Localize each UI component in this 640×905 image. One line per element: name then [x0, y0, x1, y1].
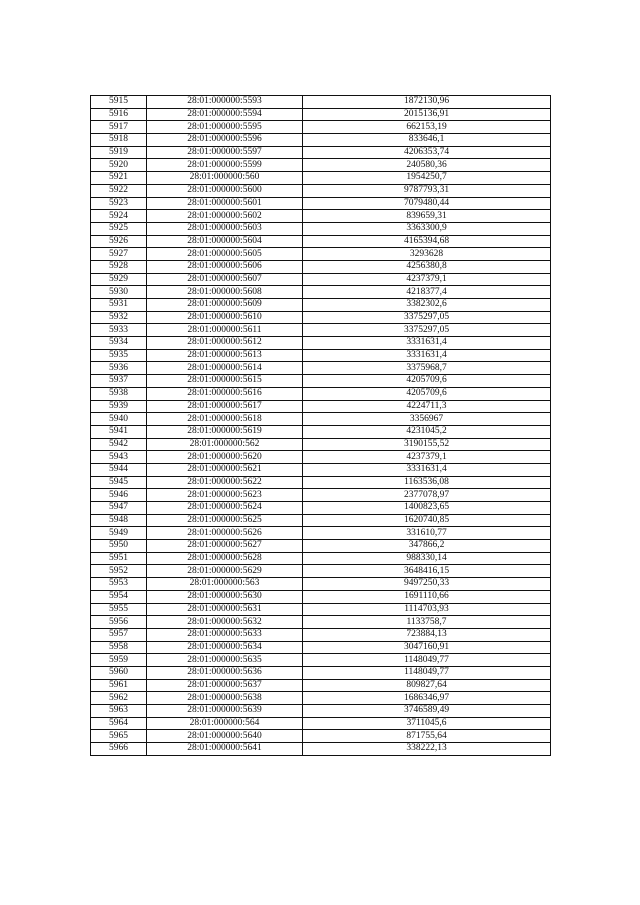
table-row [91, 248, 551, 261]
table-row [91, 603, 551, 616]
cadastral-number-cell: 28:01:000000:5602 [147, 210, 303, 223]
table-row [91, 159, 551, 172]
cadastral-value-cell: 988330,14 [303, 552, 551, 565]
row-number-cell: 5948 [91, 514, 147, 527]
table-row [91, 425, 551, 438]
cadastral-number-cell: 28:01:000000:5595 [147, 121, 303, 134]
row-number-cell: 5923 [91, 197, 147, 210]
cadastral-value-table [90, 95, 551, 756]
cadastral-number-cell: 28:01:000000:562 [147, 438, 303, 451]
row-number-cell: 5929 [91, 273, 147, 286]
cadastral-value-cell: 4256380,8 [303, 260, 551, 273]
cadastral-value-cell: 3356967 [303, 413, 551, 426]
cadastral-number-cell: 28:01:000000:5632 [147, 616, 303, 629]
cadastral-number-cell: 28:01:000000:5613 [147, 349, 303, 362]
cadastral-number-cell: 28:01:000000:5636 [147, 666, 303, 679]
table-row [91, 476, 551, 489]
row-number-cell: 5922 [91, 184, 147, 197]
row-number-cell: 5962 [91, 692, 147, 705]
row-number-cell: 5915 [91, 96, 147, 109]
table-row [91, 311, 551, 324]
cadastral-value-cell: 1686346,97 [303, 692, 551, 705]
table-row [91, 324, 551, 337]
row-number-cell: 5946 [91, 489, 147, 502]
cadastral-number-cell: 28:01:000000:5601 [147, 197, 303, 210]
cadastral-value-cell: 1163536,08 [303, 476, 551, 489]
cadastral-number-cell: 28:01:000000:5603 [147, 222, 303, 235]
table-row [91, 578, 551, 591]
cadastral-value-cell: 1954250,7 [303, 172, 551, 185]
cadastral-number-cell: 28:01:000000:5630 [147, 590, 303, 603]
cadastral-value-cell: 4237379,1 [303, 273, 551, 286]
cadastral-number-cell: 28:01:000000:5608 [147, 286, 303, 299]
cadastral-number-cell: 28:01:000000:5604 [147, 235, 303, 248]
cadastral-value-cell: 3331631,4 [303, 337, 551, 350]
cadastral-number-cell: 28:01:000000:5633 [147, 628, 303, 641]
row-number-cell: 5930 [91, 286, 147, 299]
row-number-cell: 5924 [91, 210, 147, 223]
table-row [91, 679, 551, 692]
table-row [91, 730, 551, 743]
cadastral-value-cell: 4205709,6 [303, 375, 551, 388]
cadastral-value-cell: 3047160,91 [303, 641, 551, 654]
table-row [91, 108, 551, 121]
row-number-cell: 5925 [91, 222, 147, 235]
cadastral-value-cell: 3363300,9 [303, 222, 551, 235]
cadastral-number-cell: 28:01:000000:5635 [147, 654, 303, 667]
cadastral-value-cell: 3711045,6 [303, 717, 551, 730]
row-number-cell: 5951 [91, 552, 147, 565]
cadastral-value-cell: 1620740,85 [303, 514, 551, 527]
row-number-cell: 5964 [91, 717, 147, 730]
table-row [91, 172, 551, 185]
row-number-cell: 5927 [91, 248, 147, 261]
cadastral-number-cell: 28:01:000000:5640 [147, 730, 303, 743]
cadastral-number-cell: 28:01:000000:5596 [147, 134, 303, 147]
cadastral-value-cell: 331610,77 [303, 527, 551, 540]
table-row [91, 705, 551, 718]
cadastral-number-cell: 28:01:000000:5627 [147, 540, 303, 553]
table-row [91, 502, 551, 515]
cadastral-number-cell: 28:01:000000:5628 [147, 552, 303, 565]
row-number-cell: 5960 [91, 666, 147, 679]
row-number-cell: 5936 [91, 362, 147, 375]
row-number-cell: 5957 [91, 628, 147, 641]
cadastral-value-cell: 1400823,65 [303, 502, 551, 515]
cadastral-value-cell: 1691110,66 [303, 590, 551, 603]
row-number-cell: 5934 [91, 337, 147, 350]
table-row [91, 362, 551, 375]
cadastral-value-cell: 2015136,91 [303, 108, 551, 121]
cadastral-value-cell: 1114703,93 [303, 603, 551, 616]
table-row [91, 222, 551, 235]
table-row [91, 400, 551, 413]
cadastral-number-cell: 28:01:000000:5600 [147, 184, 303, 197]
row-number-cell: 5940 [91, 413, 147, 426]
cadastral-value-cell: 723884,13 [303, 628, 551, 641]
cadastral-value-cell: 839659,31 [303, 210, 551, 223]
cadastral-number-cell: 28:01:000000:5593 [147, 96, 303, 109]
cadastral-value-cell: 3375297,05 [303, 324, 551, 337]
cadastral-number-cell: 28:01:000000:560 [147, 172, 303, 185]
row-number-cell: 5943 [91, 451, 147, 464]
cadastral-value-cell: 347866,2 [303, 540, 551, 553]
table-row [91, 540, 551, 553]
row-number-cell: 5953 [91, 578, 147, 591]
table-body [91, 96, 551, 756]
table-row [91, 616, 551, 629]
cadastral-value-cell: 1133758,7 [303, 616, 551, 629]
cadastral-number-cell: 28:01:000000:5637 [147, 679, 303, 692]
cadastral-number-cell: 28:01:000000:5619 [147, 425, 303, 438]
cadastral-value-cell: 9787793,31 [303, 184, 551, 197]
table-row [91, 337, 551, 350]
cadastral-number-cell: 28:01:000000:5617 [147, 400, 303, 413]
table-row [91, 260, 551, 273]
row-number-cell: 5935 [91, 349, 147, 362]
cadastral-number-cell: 28:01:000000:5606 [147, 260, 303, 273]
table-row [91, 387, 551, 400]
cadastral-value-cell: 3331631,4 [303, 463, 551, 476]
cadastral-number-cell: 28:01:000000:5607 [147, 273, 303, 286]
cadastral-number-cell: 28:01:000000:5609 [147, 299, 303, 312]
cadastral-value-cell: 4205709,6 [303, 387, 551, 400]
table-row [91, 590, 551, 603]
cadastral-number-cell: 28:01:000000:5639 [147, 705, 303, 718]
row-number-cell: 5937 [91, 375, 147, 388]
row-number-cell: 5916 [91, 108, 147, 121]
row-number-cell: 5938 [91, 387, 147, 400]
table-row [91, 273, 551, 286]
table-row [91, 286, 551, 299]
row-number-cell: 5942 [91, 438, 147, 451]
table-row [91, 375, 551, 388]
cadastral-number-cell: 28:01:000000:5597 [147, 146, 303, 159]
cadastral-value-cell: 3648416,15 [303, 565, 551, 578]
row-number-cell: 5931 [91, 299, 147, 312]
cadastral-number-cell: 28:01:000000:564 [147, 717, 303, 730]
cadastral-value-cell: 3190155,52 [303, 438, 551, 451]
row-number-cell: 5921 [91, 172, 147, 185]
row-number-cell: 5956 [91, 616, 147, 629]
table-row [91, 210, 551, 223]
row-number-cell: 5928 [91, 260, 147, 273]
row-number-cell: 5965 [91, 730, 147, 743]
cadastral-value-cell: 2377078,97 [303, 489, 551, 502]
cadastral-number-cell: 28:01:000000:5631 [147, 603, 303, 616]
row-number-cell: 5950 [91, 540, 147, 553]
cadastral-number-cell: 28:01:000000:5614 [147, 362, 303, 375]
table-row [91, 514, 551, 527]
table-row [91, 489, 551, 502]
row-number-cell: 5954 [91, 590, 147, 603]
cadastral-value-cell: 4224711,3 [303, 400, 551, 413]
cadastral-value-cell: 1148049,77 [303, 654, 551, 667]
table-row [91, 565, 551, 578]
cadastral-number-cell: 28:01:000000:5624 [147, 502, 303, 515]
cadastral-number-cell: 28:01:000000:5641 [147, 743, 303, 756]
table-row [91, 413, 551, 426]
row-number-cell: 5966 [91, 743, 147, 756]
table-row [91, 96, 551, 109]
cadastral-value-cell: 9497250,33 [303, 578, 551, 591]
table-row [91, 463, 551, 476]
cadastral-value-cell: 833646,1 [303, 134, 551, 147]
table-row [91, 197, 551, 210]
cadastral-number-cell: 28:01:000000:5634 [147, 641, 303, 654]
table-row [91, 692, 551, 705]
cadastral-number-cell: 28:01:000000:5594 [147, 108, 303, 121]
cadastral-value-cell: 1872130,96 [303, 96, 551, 109]
row-number-cell: 5917 [91, 121, 147, 134]
cadastral-value-cell: 4218377,4 [303, 286, 551, 299]
table-row [91, 349, 551, 362]
cadastral-number-cell: 28:01:000000:5620 [147, 451, 303, 464]
row-number-cell: 5918 [91, 134, 147, 147]
cadastral-value-cell: 3293628 [303, 248, 551, 261]
cadastral-number-cell: 28:01:000000:5623 [147, 489, 303, 502]
cadastral-number-cell: 28:01:000000:5622 [147, 476, 303, 489]
table-row [91, 527, 551, 540]
table-row [91, 235, 551, 248]
cadastral-number-cell: 28:01:000000:5626 [147, 527, 303, 540]
table-row [91, 184, 551, 197]
row-number-cell: 5945 [91, 476, 147, 489]
cadastral-number-cell: 28:01:000000:5625 [147, 514, 303, 527]
cadastral-value-cell: 3746589,49 [303, 705, 551, 718]
cadastral-number-cell: 28:01:000000:5615 [147, 375, 303, 388]
row-number-cell: 5941 [91, 425, 147, 438]
cadastral-number-cell: 28:01:000000:5618 [147, 413, 303, 426]
cadastral-value-cell: 809827,64 [303, 679, 551, 692]
row-number-cell: 5949 [91, 527, 147, 540]
table-row [91, 146, 551, 159]
cadastral-number-cell: 28:01:000000:5599 [147, 159, 303, 172]
cadastral-value-cell: 7079480,44 [303, 197, 551, 210]
row-number-cell: 5932 [91, 311, 147, 324]
cadastral-number-cell: 28:01:000000:5616 [147, 387, 303, 400]
table-row [91, 654, 551, 667]
table-row [91, 628, 551, 641]
cadastral-value-cell: 662153,19 [303, 121, 551, 134]
cadastral-value-cell: 4237379,1 [303, 451, 551, 464]
row-number-cell: 5926 [91, 235, 147, 248]
cadastral-number-cell: 28:01:000000:5621 [147, 463, 303, 476]
cadastral-value-cell: 4206353,74 [303, 146, 551, 159]
row-number-cell: 5939 [91, 400, 147, 413]
table-row [91, 717, 551, 730]
row-number-cell: 5952 [91, 565, 147, 578]
table-row [91, 552, 551, 565]
table-row [91, 121, 551, 134]
table-row [91, 641, 551, 654]
cadastral-value-cell: 3375968,7 [303, 362, 551, 375]
cadastral-value-cell: 871755,64 [303, 730, 551, 743]
cadastral-value-cell: 4231045,2 [303, 425, 551, 438]
row-number-cell: 5933 [91, 324, 147, 337]
table-row [91, 743, 551, 756]
cadastral-value-cell: 3375297,05 [303, 311, 551, 324]
cadastral-number-cell: 28:01:000000:5611 [147, 324, 303, 337]
cadastral-value-cell: 1148049,77 [303, 666, 551, 679]
row-number-cell: 5955 [91, 603, 147, 616]
cadastral-number-cell: 28:01:000000:5629 [147, 565, 303, 578]
table-row [91, 134, 551, 147]
cadastral-value-cell: 338222,13 [303, 743, 551, 756]
cadastral-number-cell: 28:01:000000:5638 [147, 692, 303, 705]
cadastral-number-cell: 28:01:000000:563 [147, 578, 303, 591]
cadastral-number-cell: 28:01:000000:5612 [147, 337, 303, 350]
cadastral-value-cell: 3331631,4 [303, 349, 551, 362]
table-row [91, 299, 551, 312]
cadastral-value-cell: 4165394,68 [303, 235, 551, 248]
row-number-cell: 5920 [91, 159, 147, 172]
cadastral-number-cell: 28:01:000000:5610 [147, 311, 303, 324]
row-number-cell: 5958 [91, 641, 147, 654]
table-row [91, 666, 551, 679]
cadastral-number-cell: 28:01:000000:5605 [147, 248, 303, 261]
row-number-cell: 5963 [91, 705, 147, 718]
cadastral-value-cell: 3382302,6 [303, 299, 551, 312]
table-row [91, 451, 551, 464]
row-number-cell: 5947 [91, 502, 147, 515]
cadastral-value-cell: 240580,36 [303, 159, 551, 172]
row-number-cell: 5959 [91, 654, 147, 667]
row-number-cell: 5961 [91, 679, 147, 692]
row-number-cell: 5919 [91, 146, 147, 159]
table-row [91, 438, 551, 451]
row-number-cell: 5944 [91, 463, 147, 476]
